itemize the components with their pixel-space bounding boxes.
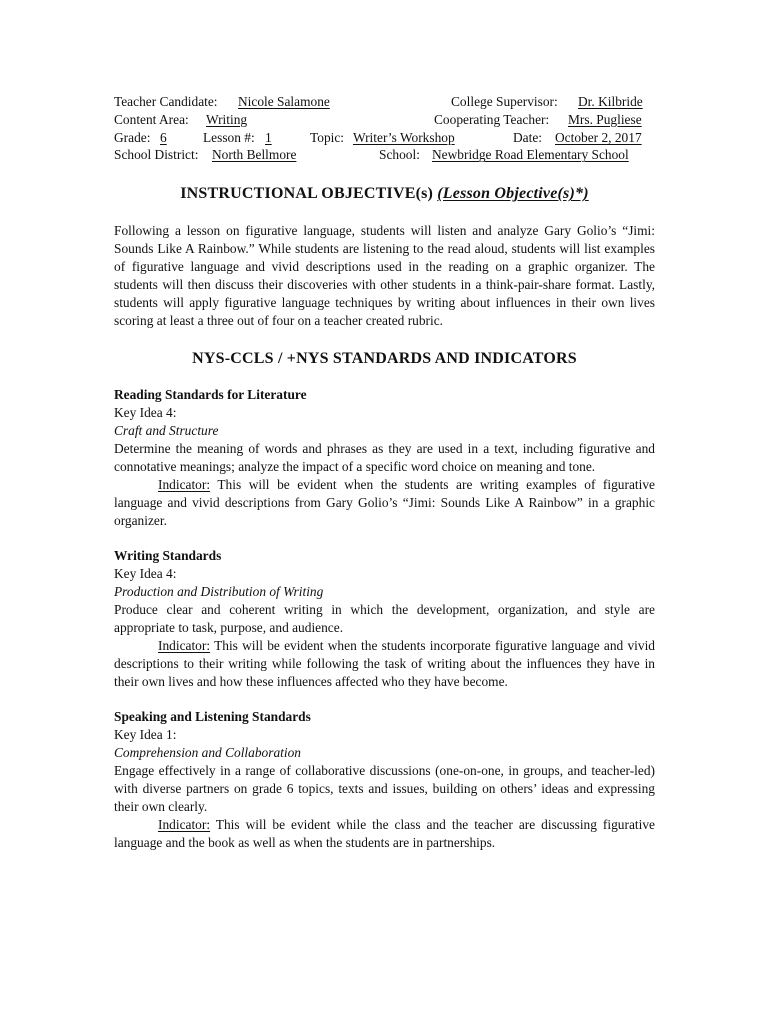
teacher-candidate-label: Teacher Candidate: — [114, 94, 218, 109]
header-row-2 — [114, 111, 655, 129]
objective-title-text: INSTRUCTIONAL OBJECTIVE(s) — [180, 185, 434, 203]
standard-indicator — [114, 476, 655, 530]
standard-subheading: Craft and Structure — [114, 423, 219, 439]
header-block — [114, 93, 655, 164]
grade-value: 6 — [160, 129, 167, 145]
school-district-value: North Bellmore — [212, 147, 297, 163]
objective-subtitle: (Lesson Objective(s)*) — [437, 185, 589, 203]
date-value: October 2, 2017 — [555, 129, 642, 145]
objective-paragraph: Following a lesson on figurative language, students will listen and analyze Gary Golio’s “Jimi: Sounds Like A Rainbow.” While students are listening to the read aloud, students will list examples of figurative language and vivid descriptions used in the reading on a graphic organizer. The students will then discuss their discoveries with other students in a think-pair-share format. Lastly, students will apply figurative language techniques by writing about influences in their own lives scoring at least a three out of four on a teacher created rubric. — [114, 223, 655, 329]
standard-heading: Speaking and Listening Standards — [114, 709, 311, 725]
standard-text: Produce clear and coherent writing in which the development, organization, and style are appropriate to task, purpose, and audience. — [114, 602, 655, 636]
cooperating-teacher-label: Cooperating Teacher: — [434, 111, 550, 127]
header-row-1 — [114, 93, 655, 111]
content-area-label: Content Area: — [114, 111, 189, 127]
school-label: School: — [379, 147, 420, 163]
cooperating-teacher-value: Mrs. Pugliese — [568, 111, 642, 127]
indicator-label: Indicator: — [158, 477, 211, 493]
objective-title — [114, 184, 655, 204]
standard-speaking-listening — [114, 708, 655, 852]
indicator-label: Indicator: — [158, 638, 211, 654]
indicator-label: Indicator: — [158, 817, 211, 833]
indicator-text: This will be evident while the class and the teacher are discussing figurative language and the book as well as when the students are in partnerships. — [114, 817, 655, 851]
standard-key-idea: Key Idea 1: — [114, 727, 177, 743]
standard-reading — [114, 386, 655, 530]
standard-heading: Writing Standards — [114, 548, 222, 564]
standards-title: NYS-CCLS / +NYS STANDARDS AND INDICATORS — [192, 350, 577, 368]
standard-key-idea: Key Idea 4: — [114, 405, 177, 421]
standard-text: Engage effectively in a range of collaborative discussions (one-on-one, in groups, and teacher-led) with diverse partners on grade 6 topics, texts and issues, building on others’ ideas and expressing their own clearly. — [114, 763, 655, 815]
standard-subheading: Comprehension and Collaboration — [114, 745, 301, 761]
standard-indicator — [114, 816, 655, 852]
college-supervisor-value: Dr. Kilbride — [578, 94, 643, 109]
teacher-candidate-value: Nicole Salamone — [238, 94, 330, 109]
standard-key-idea: Key Idea 4: — [114, 566, 177, 582]
topic-value: Writer’s Workshop — [353, 129, 455, 145]
indicator-text: This will be evident when the students are writing examples of figurative language and vivid descriptions from Gary Golio’s “Jimi: Sounds Like A Rainbow” in a graphic organizer. — [114, 477, 655, 529]
school-value: Newbridge Road Elementary School — [432, 147, 629, 163]
indicator-text: This will be evident when the students incorporate figurative language and vivid descriptions to their writing while following the task of writing about the influences they have in their own lives and how these influences affected who they have become. — [114, 638, 655, 690]
lesson-value: 1 — [265, 129, 272, 145]
standard-writing — [114, 547, 655, 691]
standard-subheading: Production and Distribution of Writing — [114, 584, 324, 600]
standard-text: Determine the meaning of words and phrases as they are used in a text, including figurative and connotative meanings; analyze the impact of a specific word choice on meaning and tone. — [114, 441, 655, 475]
college-supervisor-label: College Supervisor: — [451, 94, 558, 109]
lesson-plan-page — [114, 93, 655, 852]
standard-heading: Reading Standards for Literature — [114, 387, 307, 403]
grade-label: Grade: — [114, 129, 151, 145]
header-row-3 — [114, 129, 655, 147]
standard-indicator — [114, 637, 655, 691]
topic-label: Topic: — [310, 129, 345, 145]
content-area-value: Writing — [206, 111, 248, 127]
date-label: Date: — [513, 129, 542, 145]
lesson-label: Lesson #: — [203, 129, 255, 145]
school-district-label: School District: — [114, 147, 199, 163]
header-row-4 — [114, 146, 655, 164]
